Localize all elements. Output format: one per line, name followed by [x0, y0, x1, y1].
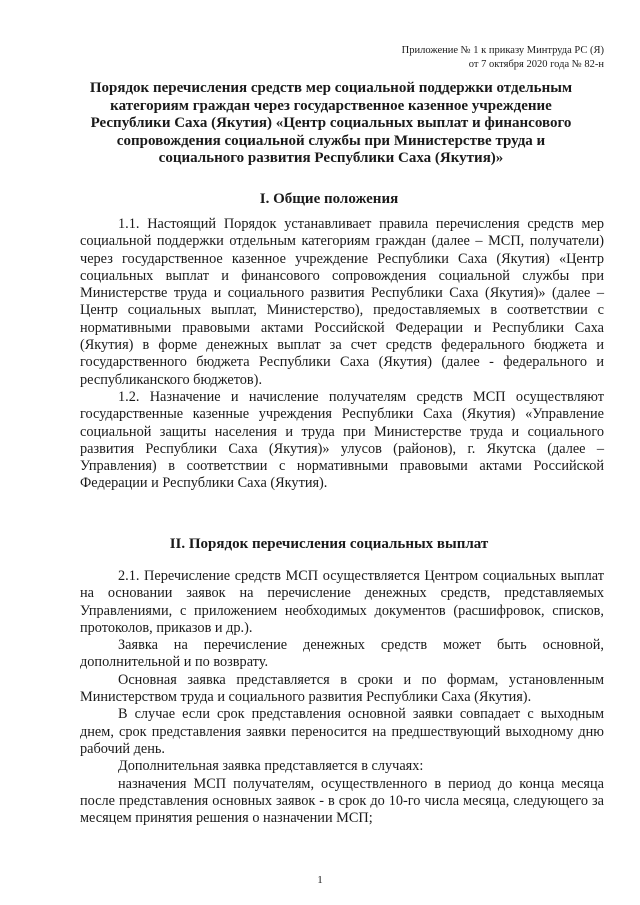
paragraph-application-types: Заявка на перечисление денежных средств может быть основной, дополнительной и по возврату.	[80, 637, 604, 671]
page-number: 1	[317, 874, 323, 886]
paragraph-appointment-case: назначения МСП получателям, осуществленного в период до конца месяца после представления основных заявок - в срок до 10-го числа месяца, следующего за месяцем принятия решения о назначении МСП;	[80, 775, 604, 827]
section-2-heading: II. Порядок перечисления социальных выплат	[169, 536, 489, 552]
paragraph-1-2: 1.2. Назначение и начисление получателям средств МСП осуществляют государственные казенные учреждения Республики Саха (Якутия) «Управление социальной защиты населения и труда при Министерстве труда и социального развития Республики Саха (Якутия)» улусов (районов), г. Якутска (далее – Управления) в соответствии с нормативными правовыми актами Российской Федерации и Республики Саха (Якутия).	[80, 388, 604, 492]
paragraph-main-application: Основная заявка представляется в сроки и по формам, установленным Министерством труда и социального развития Республики Саха (Якутия).	[80, 671, 604, 706]
section-1-body	[80, 216, 604, 493]
section-1-heading: I. Общие положения	[259, 191, 399, 207]
paragraph-2-1: 2.1. Перечисление средств МСП осуществляется Центром социальных выплат на основании заявок на перечисление денежных средств, представляемых Управлениями, с приложением необходимых документов (расшифровок, списков, протоколов, приказов и др.).	[80, 568, 604, 636]
document-title: Порядок перечисления средств мер социальной поддержки отдельным категориям граждан через государственное казенное учреждение Республики Саха (Якутия) «Центр социальных выплат и финансового сопровождения социальной службы при Министерстве труда и социального развития Республики Саха (Якутия)»	[89, 80, 573, 166]
paragraph-1-1: 1.1. Настоящий Порядок устанавливает правила перечисления средств мер социальной поддержки отдельным категориям граждан (далее – МСП, получатели) через государственное казенное учреждение Республики Саха (Якутия) «Центр социальных выплат и финансового сопровождения социальной службы при Министерстве труда и социального развития Республики Саха (Якутия)» (далее – Центр социальных выплат, Министерство), предоставляемых в соответствии с нормативными правовыми актами Российской Федерации и Республики Саха (Якутия) в форме денежных выплат за счет средств федерального бюджета и государственного бюджета Республики Саха (Якутия) (далее - федерального и республиканского бюджетов).	[80, 216, 604, 388]
annex-note-line-1: Приложение № 1 к приказу Минтруда РС (Я)	[401, 45, 604, 56]
paragraph-deadline-weekend: В случае если срок представления основной заявки совпадает с выходным днем, срок представления заявки переносится на предшествующий выходному дню рабочий день.	[80, 706, 604, 757]
annex-note	[402, 44, 604, 72]
annex-note-line-2: от 7 октября 2020 года № 82-н	[468, 59, 604, 70]
paragraph-additional-application: Дополнительная заявка представляется в случаях:	[118, 758, 424, 775]
section-2-body	[80, 568, 604, 827]
